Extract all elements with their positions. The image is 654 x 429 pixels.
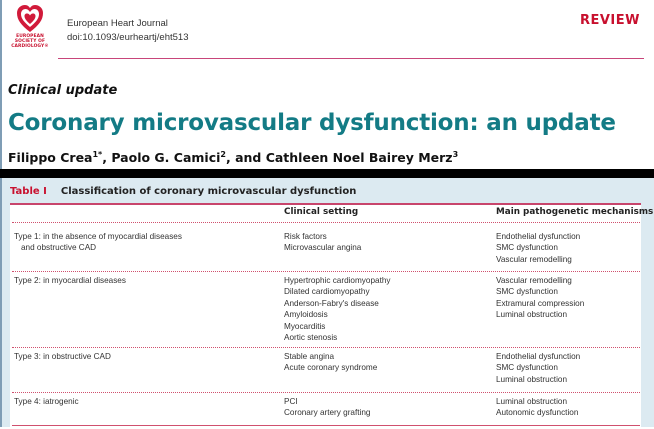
header-divider <box>58 58 644 59</box>
type-text: and obstructive CAD <box>21 243 97 253</box>
clinical-setting-item: Hypertrophic cardiomyopathy <box>284 276 391 285</box>
table-row-clinical-setting <box>284 275 391 343</box>
mechanism-item: Luminal obstruction <box>496 397 567 406</box>
clinical-setting-item: Anderson-Fabry's disease <box>284 298 379 308</box>
journal-info <box>67 17 189 45</box>
column-header-clinical-setting: Clinical setting <box>284 207 359 217</box>
logo-text-line: CARDIOLOGY® <box>11 43 49 49</box>
clinical-setting-item: Dilated cardiomyopathy <box>284 287 370 297</box>
author-list <box>8 150 458 165</box>
article-type-label: REVIEW <box>579 13 640 28</box>
table-row-type <box>14 275 126 286</box>
clinical-setting-item: Stable angina <box>284 352 335 361</box>
mechanism-item: Endothelial dysfunction <box>496 352 581 361</box>
clinical-setting-item: Acute coronary syndrome <box>284 363 378 373</box>
clinical-setting-item: Coronary artery grafting <box>284 408 371 418</box>
column-header-mechanisms: Main pathogenetic mechanisms <box>496 207 654 217</box>
author-name: Cathleen Noel Bairey Merz <box>265 150 453 166</box>
author-name: Filippo Crea <box>8 150 93 166</box>
table-row-mechanisms <box>496 275 584 321</box>
table-row-type <box>14 351 111 362</box>
author-name: Paolo G. Camici <box>111 150 221 166</box>
clinical-setting-item: Myocarditis <box>284 321 326 331</box>
row-divider <box>12 347 640 348</box>
mechanism-item: Vascular remodelling <box>496 254 572 264</box>
author-affiliation: 2 <box>220 150 226 159</box>
table-row-mechanisms <box>496 396 578 419</box>
mechanism-item: Endothelial dysfunction <box>496 232 581 241</box>
mechanism-item: SMC dysfunction <box>496 363 558 373</box>
table-row-clinical-setting <box>284 396 370 419</box>
logo-text-line: EUROPEAN <box>16 34 44 39</box>
table-bottom-rule <box>12 425 640 426</box>
table-row-clinical-setting <box>284 231 361 254</box>
row-divider <box>12 271 640 272</box>
row-divider <box>12 222 640 223</box>
mechanism-item: Luminal obstruction <box>496 310 567 320</box>
article-title: Coronary microvascular dysfunction: an update <box>8 110 616 136</box>
type-text: Type 1: in the absence of myocardial diseases <box>14 232 182 241</box>
type-text: Type 4: iatrogenic <box>14 397 79 406</box>
table-row-type <box>14 231 182 254</box>
mechanism-item: SMC dysfunction <box>496 287 558 297</box>
author-affiliation: 1* <box>92 150 103 159</box>
table-row-clinical-setting <box>284 351 377 374</box>
table-row-mechanisms <box>496 231 580 265</box>
table-row-mechanisms <box>496 351 580 385</box>
mechanism-item: Autonomic dysfunction <box>496 408 579 418</box>
mechanism-item: Vascular remodelling <box>496 276 572 285</box>
clinical-setting-item: Microvascular angina <box>284 243 362 253</box>
type-text: Type 2: in myocardial diseases <box>14 276 126 285</box>
author-affiliation: 3 <box>452 150 459 159</box>
logo-text-line: SOCIETY OF <box>14 38 46 44</box>
author-separator: , and <box>225 150 266 166</box>
author-separator: , <box>102 150 112 166</box>
table-row-type <box>14 396 79 407</box>
mechanism-item: Extramural compression <box>496 298 585 308</box>
section-label: Clinical update <box>8 83 118 98</box>
journal-name: European Heart Journal <box>67 18 168 29</box>
clinical-setting-item: Amyloidosis <box>284 310 328 320</box>
table-number: Table I <box>10 186 47 197</box>
table-caption <box>10 186 356 197</box>
clinical-setting-item: Risk factors <box>284 232 327 241</box>
journal-doi[interactable]: doi:10.1093/eurheartj/eht513 <box>67 32 189 43</box>
heart-logo-icon <box>17 5 43 33</box>
black-divider-bar <box>0 169 654 178</box>
clinical-setting-item: PCI <box>284 397 298 406</box>
mechanism-item: Luminal obstruction <box>496 374 567 384</box>
esc-logo <box>6 5 54 51</box>
table-title: Classification of coronary microvascular dysfunction <box>60 186 357 197</box>
row-divider <box>12 392 640 393</box>
clinical-setting-item: Aortic stenosis <box>284 333 338 343</box>
type-text: Type 3: in obstructive CAD <box>14 352 111 361</box>
mechanism-item: SMC dysfunction <box>496 243 558 253</box>
